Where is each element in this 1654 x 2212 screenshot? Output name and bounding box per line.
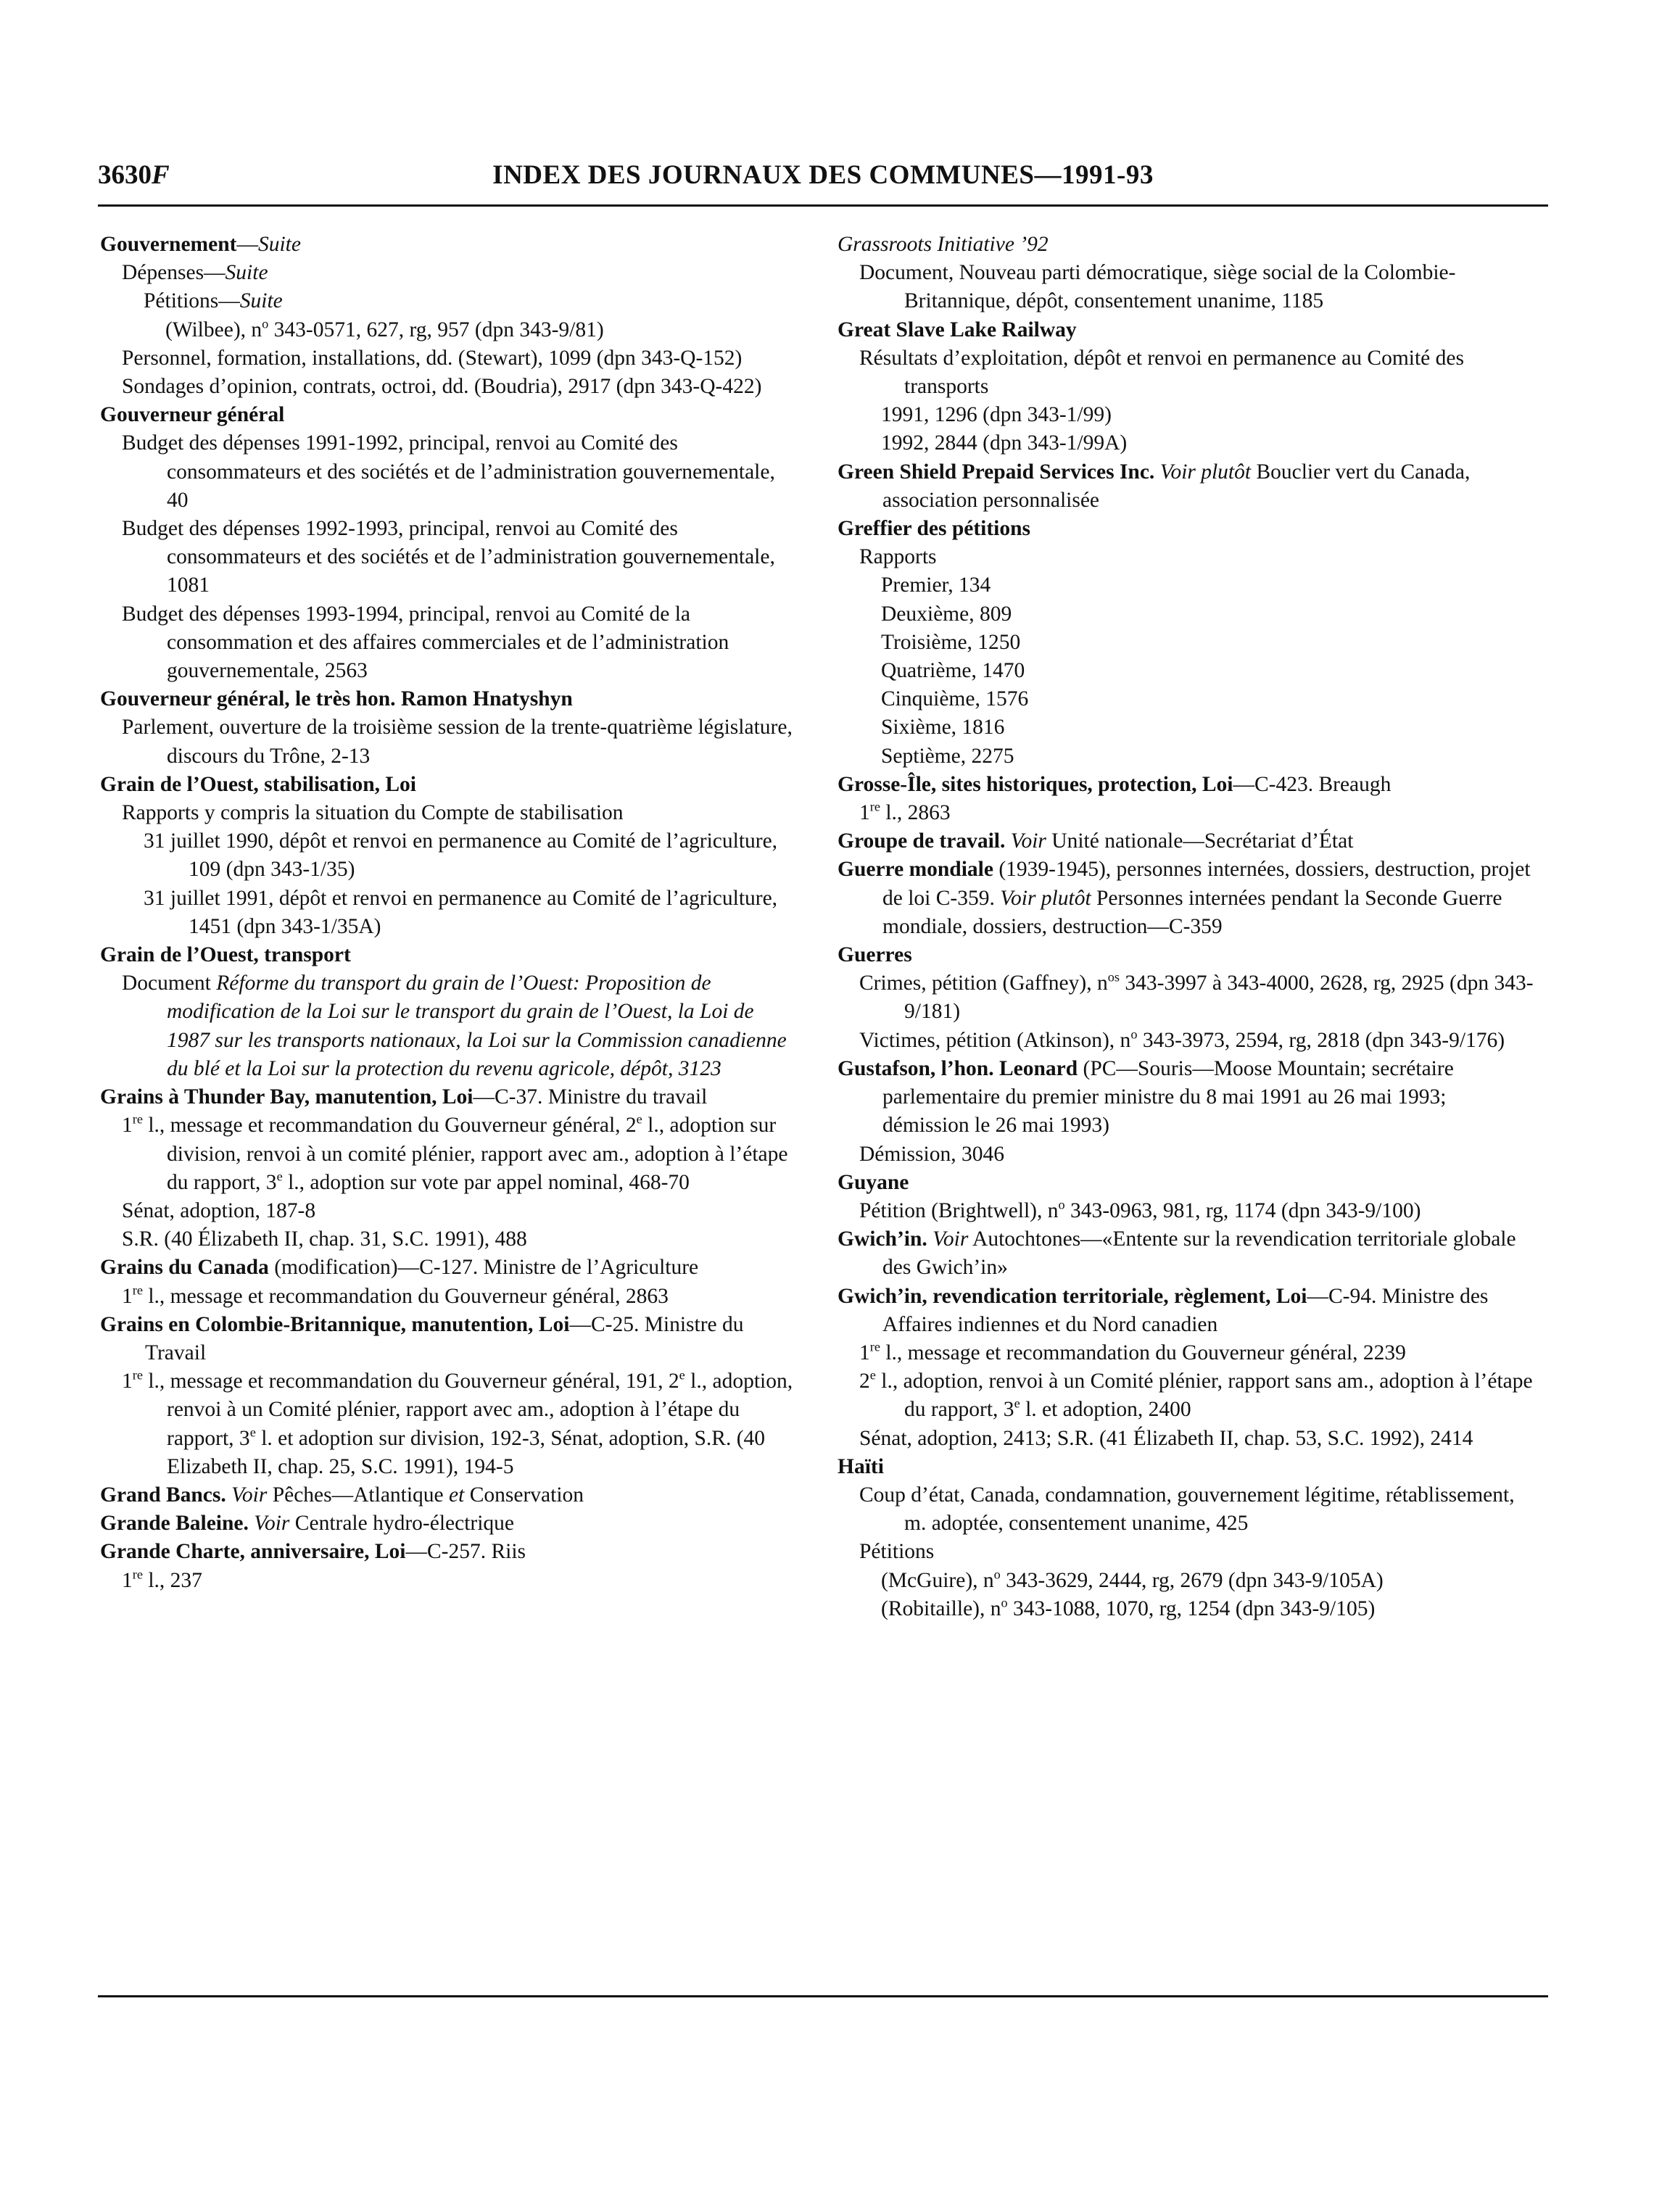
index-subentry: Dépenses—Suite [122, 261, 268, 285]
index-heading: Gwich’in. Voir Autochtones—«Entente sur la revendication territoriale globale des Gwich’in» [838, 1227, 1516, 1280]
index-subentry: Cinquième, 1576 [881, 687, 1029, 711]
index-subentry: Troisième, 1250 [881, 630, 1021, 654]
index-heading: Gouverneur général [100, 403, 285, 427]
index-subentry: 31 juillet 1991, dépôt et renvoi en permanence au Comité de l’agriculture, 1451 (dpn 343-1/35A) [144, 886, 778, 938]
page-number-suffix: F [152, 160, 170, 190]
running-title: INDEX DES JOURNAUX DES COMMUNES—1991-93 [492, 160, 1154, 190]
index-subentry: (Robitaille), $n^o$ 343-1088, 1070, rg, 1254 (dpn 343-9/105) [881, 1595, 1376, 1620]
index-subentry: 1re l., message et recommandation du Gouverneur général, 2863 [122, 1283, 669, 1308]
index-subentry: Résultats d’exploitation, dépôt et renvoi en permanence au Comité des transports [859, 346, 1464, 399]
index-heading: Grosse-Île, sites historiques, protection, Loi—C-423. Breaugh [838, 772, 1392, 796]
index-heading: Grains en Colombie-Britannique, manutention, Loi—C-25. Ministre du Travail [100, 1312, 744, 1364]
index-subentry: Document Réforme du transport du grain de l’Ouest: Proposition de modification de la Loi sur le transport du grain de l’Ouest, la Loi de 1987 sur les transports nationaux, la Loi sur la Commission canadienne du blé et la Loi sur la protection du revenu agricole, dépôt, 3123 [122, 972, 787, 1080]
index-subentry: 31 juillet 1990, dépôt et renvoi en permanence au Comité de l’agriculture, 109 (dpn 343-1/35) [144, 829, 778, 882]
index-heading: Gustafson, l’hon. Leonard (PC—Souris—Moose Mountain; secrétaire parlementaire du premier ministre du 8 mai 1991 au 26 mai 1993; démission le 26 mai 1993) [838, 1056, 1454, 1138]
index-heading: Haïti [838, 1454, 884, 1478]
index-heading: Grain de l’Ouest, stabilisation, Loi [100, 772, 416, 796]
index-subentry: Rapports y compris la situation du Compte de stabilisation [122, 801, 624, 825]
index-heading: Gouverneur général, le très hon. Ramon Hnatyshyn [100, 687, 573, 711]
index-subentry: 1re l., message et recommandation du Gouverneur général, 2e l., adoption sur division, renvoi à un comité plénier, rapport avec am., adoption à l’étape du rapport, 3e l., adoption sur vote par appel nominal, 468-70 [122, 1111, 788, 1194]
page-header [98, 160, 1548, 203]
index-heading: Guerre mondiale (1939-1945), personnes internées, dossiers, destruction, projet de loi C-359. Voir plutôt Personnes internées pendant la Seconde Guerre mondiale, dossiers, destruction—C-359 [838, 858, 1531, 938]
index-subentry: Budget des dépenses 1991-1992, principal, renvoi au Comité des consommateurs et des sociétés et de l’administration gouvernementale, 40 [122, 431, 775, 512]
index-heading: Grains du Canada (modification)—C-127. Ministre de l’Agriculture [100, 1256, 699, 1280]
index-subentry: (McGuire), $n^o$ 343-3629, 2444, rg, 2679 (dpn 343-9/105A) [881, 1567, 1384, 1592]
index-heading: Great Slave Lake Railway [838, 318, 1077, 341]
index-heading: Gouvernement—Suite [100, 233, 301, 256]
index-subentry: Démission, 3046 [859, 1142, 1004, 1166]
index-heading: Gwich’in, revendication territoriale, règlement, Loi—C-94. Ministre des Affaires indiennes et du Nord canadien [838, 1284, 1489, 1336]
index-subentry: Coup d’état, Canada, condamnation, gouvernement légitime, rétablissement, m. adoptée, consentement unanime, 425 [859, 1483, 1515, 1536]
index-subentry: 1re l., message et recommandation du Gouverneur général, 191, 2e l., adoption, renvoi à un Comité plénier, rapport avec am., adoption à l’étape du rapport, 3e l. et adoption sur division, 192-3, Sénat, adoption, S.R. (40 Elizabeth II, chap. 25, S.C. 1991), 194-5 [122, 1367, 793, 1478]
index-subentry: Budget des dépenses 1993-1994, principal, renvoi au Comité de la consommation et des affaires commerciales et de l’administration gouvernementale, 2563 [122, 602, 729, 683]
header-rule [98, 204, 1548, 207]
index-subentry: Victimes, pétition (Atkinson), $n^o$ 343-3973, 2594, rg, 2818 (dpn 343-9/176) [859, 1027, 1505, 1052]
index-subentry: Quatrième, 1470 [881, 659, 1025, 683]
index-subentry: 2e l., adoption, renvoi à un Comité plénier, rapport sans am., adoption à l’étape du rapport, 3e l. et adoption, 2400 [859, 1367, 1533, 1422]
index-subentry: 1re l., 237 [122, 1567, 202, 1592]
index-subentry: Deuxième, 809 [881, 602, 1012, 626]
right-column [838, 231, 1534, 1623]
index-heading: Grande Baleine. Voir Centrale hydro-électrique [100, 1512, 515, 1536]
index-heading: Green Shield Prepaid Services Inc. Voir plutôt Bouclier vert du Canada, association personnalisée [838, 460, 1471, 512]
index-subentry: Sénat, adoption, 187-8 [122, 1198, 316, 1222]
left-column [100, 231, 796, 1595]
index-subentry: Crimes, pétition (Gaffney), $n^{os}$ 343-3997 à 343-4000, 2628, rg, 2925 (dpn 343-9/181) [859, 969, 1534, 1024]
index-subentry: Personnel, formation, installations, dd. (Stewart), 1099 (dpn 343-Q-152) [122, 346, 743, 370]
index-subentry: Sixième, 1816 [881, 716, 1005, 740]
index-subentry: Budget des dépenses 1992-1993, principal, renvoi au Comité des consommateurs et des sociétés et de l’administration gouvernementale, 1081 [122, 517, 775, 597]
index-heading: Greffier des pétitions [838, 517, 1031, 541]
index-subentry: 1re l., 2863 [859, 799, 951, 825]
index-subentry: Septième, 2275 [881, 744, 1014, 768]
index-heading: Grain de l’Ouest, transport [100, 943, 351, 967]
index-heading: Guerres [838, 943, 912, 967]
index-heading: Grande Charte, anniversaire, Loi—C-257. Riis [100, 1540, 526, 1564]
index-subentry: S.R. (40 Élizabeth II, chap. 31, S.C. 1991), 488 [122, 1227, 527, 1251]
index-subentry: 1re l., message et recommandation du Gouverneur général, 2239 [859, 1339, 1406, 1364]
index-subentry: Pétitions [859, 1540, 935, 1564]
index-subentry: Sénat, adoption, 2413; S.R. (41 Élizabeth II, chap. 53, S.C. 1992), 2414 [859, 1426, 1473, 1450]
index-subentry: Parlement, ouverture de la troisième session de la trente-quatrième législature, discours du Trône, 2-13 [122, 716, 793, 768]
index-subentry: Premier, 134 [881, 573, 991, 597]
index-heading: Grassroots Initiative ’92 [838, 233, 1049, 256]
index-heading: Grains à Thunder Bay, manutention, Loi—C-37. Ministre du travail [100, 1085, 708, 1109]
index-heading: Groupe de travail. Voir Unité nationale—Secrétariat d’État [838, 829, 1354, 853]
page-number-digits: 3630 [98, 160, 152, 190]
index-subentry: Pétition (Brightwell), $n^o$ 343-0963, 981, rg, 1174 (dpn 343-9/100) [859, 1197, 1421, 1222]
index-subentry: Rapports [859, 545, 937, 569]
index-heading: Grand Bancs. Voir Pêches—Atlantique et Conservation [100, 1483, 584, 1507]
index-subentry: Pétitions—Suite [144, 289, 283, 313]
index-subentry: (Wilbee), $n^o$ 343-0571, 627, rg, 957 (dpn 343-9/81) [165, 316, 604, 341]
index-subentry: 1991, 1296 (dpn 343-1/99) [881, 403, 1112, 427]
footer-rule [98, 1995, 1548, 1997]
index-subentry: 1992, 2844 (dpn 343-1/99A) [881, 431, 1128, 455]
index-subentry: Document, Nouveau parti démocratique, siège social de la Colombie-Britannique, dépôt, consentement unanime, 1185 [859, 261, 1456, 313]
index-subentry: Sondages d’opinion, contrats, octroi, dd. (Boudria), 2917 (dpn 343-Q-422) [122, 375, 762, 399]
index-heading: Guyane [838, 1170, 909, 1194]
